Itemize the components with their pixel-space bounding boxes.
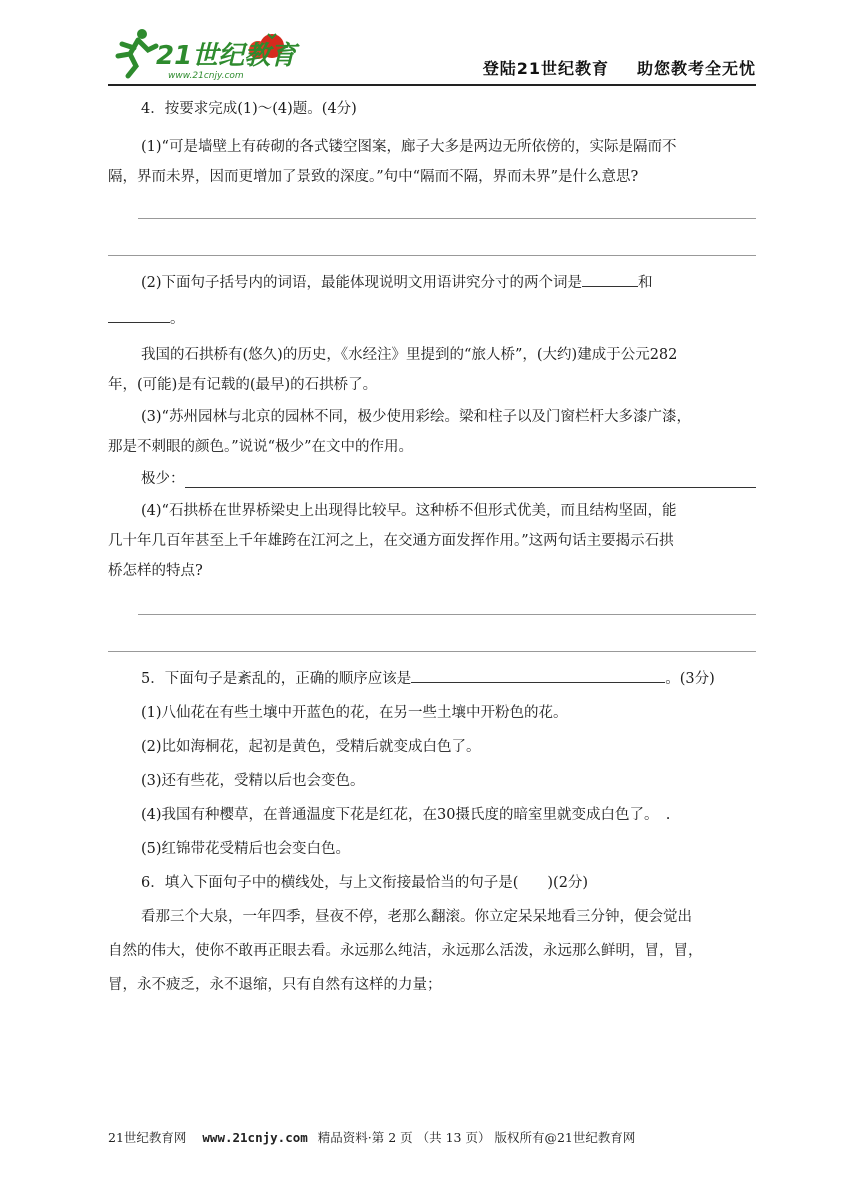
q4-s3-line1: (3)“苏州园林与北京的园林不同，极少使用彩绘。梁和柱子以及门窗栏杆大多漆广漆， <box>141 409 691 425</box>
q4-s4-line2: 几十年几百年甚至上千年雄跨在江河之上，在交通方面发挥作用。”这两句话主要揭示石拱 <box>108 533 674 549</box>
logo <box>108 22 308 82</box>
blank-field[interactable] <box>108 307 170 323</box>
header-slogan <box>455 56 756 79</box>
blank-field[interactable] <box>582 271 638 287</box>
slogan-right: 助您教考全无忧 <box>636 59 756 78</box>
q6-line3: 冒，永不疲乏，永不退缩，只有自然有这样的力量； <box>108 977 442 993</box>
q4-s2-and: 和 <box>638 275 653 291</box>
q6-title: 6．填入下面句子中的横线处，与上文衔接最恰当的句子是( )(2分) <box>141 875 589 891</box>
q4-s1-line2: 隔，界而未界，因而更增加了景致的深度。”句中“隔而不隔，界而未界”是什么意思? <box>108 169 639 185</box>
blank-field[interactable] <box>185 472 757 488</box>
logo-text: 21世纪教育 <box>156 41 297 71</box>
q5-title-end: 。(3分) <box>665 671 715 687</box>
q5-item: (4)我国有种樱草，在普通温度下花是红花，在30摄氏度的暗室里就变成白色了。 . <box>141 807 671 823</box>
q4-s4-line1: (4)“石拱桥在世界桥梁史上出现得比较早。这种桥不但形式优美，而且结构坚固，能 <box>141 503 677 519</box>
footer-left: 21世纪教育网 <box>108 1130 187 1145</box>
q4-s2-cont <box>108 304 756 334</box>
q4-s1-line1: (1)“可是墙壁上有砖砌的各式镂空图案，廊子大多是两边无所依傍的，实际是隔而不 <box>141 139 677 155</box>
q5-item: (1)八仙花在有些土壤中开蓝色的花，在另一些土壤中开粉色的花。 <box>141 705 568 721</box>
page-footer <box>108 1128 768 1146</box>
page-header <box>108 22 756 86</box>
running-man-icon <box>118 29 156 76</box>
q5-item: (3)还有些花，受精以后也会变色。 <box>141 773 365 789</box>
q4-s2-quote-line2: 年，(可能)是有记载的(最早)的石拱桥了。 <box>108 377 378 393</box>
blank-field[interactable] <box>411 667 665 683</box>
q4-s2-end: 。 <box>170 311 185 327</box>
worksheet-content <box>108 94 756 1000</box>
answer-line[interactable] <box>108 255 756 256</box>
q6-line1: 看那三个大泉，一年四季，昼夜不停，老那么翻滚。你立定呆呆地看三分钟，便会觉出 <box>141 909 692 925</box>
q4-s3-answer <box>108 464 756 494</box>
answer-line[interactable] <box>108 651 756 652</box>
q4-s2-quote-line1: 我国的石拱桥有(悠久)的历史，《水经注》里提到的“旅人桥”，(大约)建成于公元282 <box>141 347 678 363</box>
q4-s3-line2: 那是不刺眼的颜色。”说说“极少”在文中的作用。 <box>108 439 413 455</box>
q5-title-start: 5．下面句子是紊乱的，正确的顺序应该是 <box>141 671 412 687</box>
q5-item: (2)比如海桐花，起初是黄色，受精后就变成白色了。 <box>141 739 481 755</box>
slogan-left: 登陆21世纪教育 <box>482 59 609 78</box>
q6-line2: 自然的伟大，使你不敢再正眼去看。永远那么纯洁，永远那么活泼，永远那么鲜明，冒，冒， <box>108 943 703 959</box>
logo-url: www.21cnjy.com <box>168 71 244 81</box>
answer-label: 极少： <box>141 471 185 487</box>
q5-item: (5)红锦带花受精后也会变白色。 <box>141 841 351 857</box>
q4-s2-text: (2)下面句子括号内的词语，最能体现说明文用语讲究分寸的两个词是 <box>141 275 583 291</box>
answer-line[interactable] <box>138 614 756 615</box>
answer-line[interactable] <box>138 218 756 219</box>
q4-s2 <box>108 268 756 298</box>
q4-s4-line3: 桥怎样的特点? <box>108 563 203 579</box>
q5-title <box>108 664 756 694</box>
footer-right: 精品资料·第 2 页 （共 13 页） 版权所有@21世纪教育网 <box>317 1130 636 1145</box>
footer-site-link[interactable]: www.21cnjy.com <box>202 1130 308 1145</box>
q4-title: 4．按要求完成(1)～(4)题。(4分) <box>141 101 357 117</box>
